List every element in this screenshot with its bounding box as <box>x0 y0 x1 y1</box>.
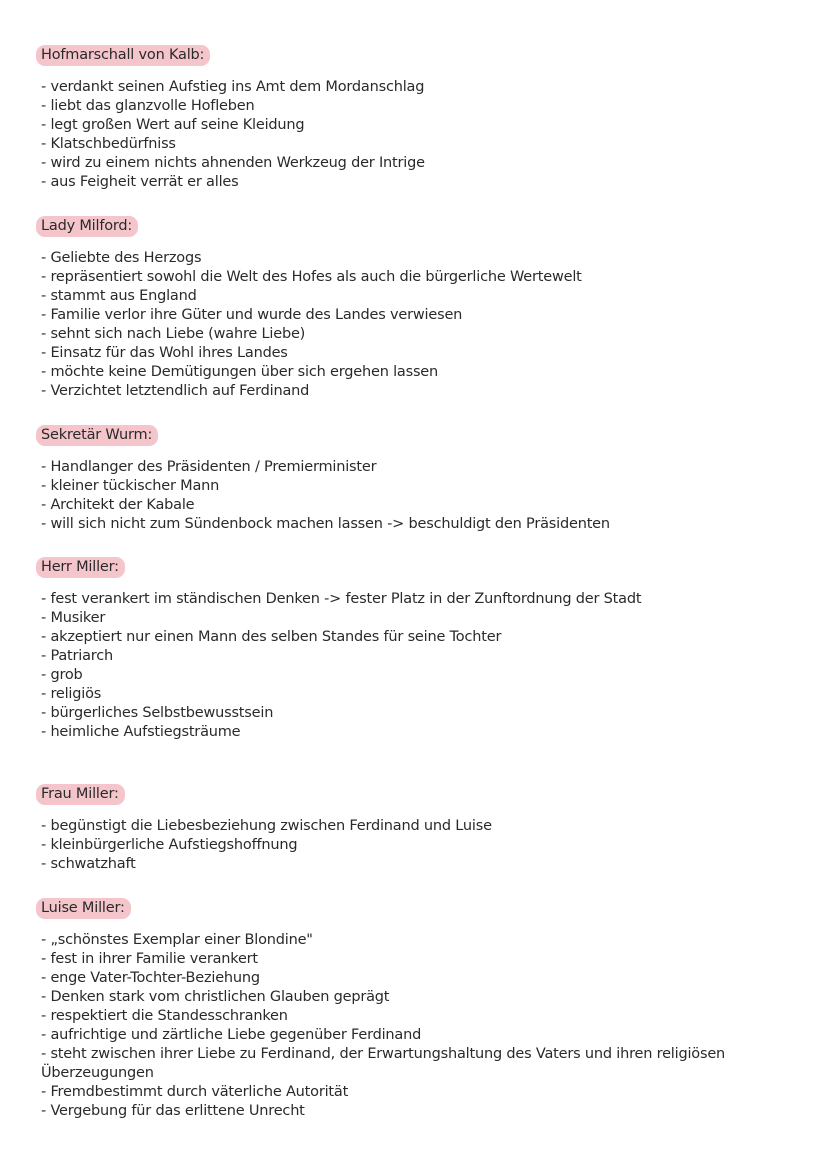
list-item: - verdankt seinen Aufstieg ins Amt dem Mordanschlag <box>41 79 425 95</box>
list-item: - bürgerliches Selbstbewusstsein <box>41 705 274 721</box>
list-item: - Denken stark vom christlichen Glauben geprägt <box>41 989 390 1005</box>
list-item: - Fremdbestimmt durch väterliche Autorität <box>41 1084 349 1100</box>
list-item: - Klatschbedürfniss <box>41 136 176 152</box>
list-item: - Vergebung für das erlittene Unrecht <box>41 1103 305 1119</box>
list-item: - kleiner tückischer Mann <box>41 478 220 494</box>
section-heading: Hofmarschall von Kalb: <box>36 45 210 66</box>
list-item: - Architekt der Kabale <box>41 497 195 513</box>
section-herr-miller <box>36 556 796 742</box>
list-item: - kleinbürgerliche Aufstiegshoffnung <box>41 837 298 853</box>
section-wurm <box>36 424 796 534</box>
trait-list <box>36 249 796 401</box>
section-milford <box>36 215 796 401</box>
trait-list <box>36 817 796 874</box>
list-item: - Einsatz für das Wohl ihres Landes <box>41 345 288 361</box>
section-heading: Luise Miller: <box>36 898 131 919</box>
trait-list <box>36 458 796 534</box>
list-item: - steht zwischen ihrer Liebe zu Ferdinand, der Erwartungshaltung des Vaters und ihren religiösen Überzeugungen <box>41 1046 726 1081</box>
section-heading: Frau Miller: <box>36 784 125 805</box>
list-item: - religiös <box>41 686 102 702</box>
list-item: - aufrichtige und zärtliche Liebe gegenüber Ferdinand <box>41 1027 422 1043</box>
list-item: - möchte keine Demütigungen über sich ergehen lassen <box>41 364 439 380</box>
list-item: - grob <box>41 667 83 683</box>
trait-list <box>36 78 796 192</box>
list-item: - schwatzhaft <box>41 856 136 872</box>
section-kalb <box>36 44 796 192</box>
trait-list <box>36 931 796 1121</box>
list-item: - begünstigt die Liebesbeziehung zwischen Ferdinand und Luise <box>41 818 492 834</box>
list-item: - Geliebte des Herzogs <box>41 250 202 266</box>
list-item: - akzeptiert nur einen Mann des selben Standes für seine Tochter <box>41 629 502 645</box>
list-item: - Handlanger des Präsidenten / Premierminister <box>41 459 377 475</box>
list-item: - Verzichtet letztendlich auf Ferdinand <box>41 383 310 399</box>
list-item: - aus Feigheit verrät er alles <box>41 174 239 190</box>
list-item: - respektiert die Standesschranken <box>41 1008 288 1024</box>
section-frau-miller <box>36 783 796 874</box>
list-item: - legt großen Wert auf seine Kleidung <box>41 117 305 133</box>
list-item: - repräsentiert sowohl die Welt des Hofes als auch die bürgerliche Wertewelt <box>41 269 582 285</box>
list-item: - will sich nicht zum Sündenbock machen lassen -> beschuldigt den Präsidenten <box>41 516 610 532</box>
section-heading: Sekretär Wurm: <box>36 425 158 446</box>
list-item: - liebt das glanzvolle Hofleben <box>41 98 255 114</box>
section-heading: Lady Milford: <box>36 216 138 237</box>
list-item: - fest in ihrer Familie verankert <box>41 951 258 967</box>
list-item: - enge Vater-Tochter-Beziehung <box>41 970 260 986</box>
list-item: - „schönstes Exemplar einer Blondine" <box>41 932 313 948</box>
list-item: - fest verankert im ständischen Denken -> fester Platz in der Zunftordnung der Stadt <box>41 591 642 607</box>
list-item: - Patriarch <box>41 648 113 664</box>
section-luise-miller <box>36 897 796 1121</box>
list-item: - sehnt sich nach Liebe (wahre Liebe) <box>41 326 306 342</box>
list-item: - wird zu einem nichts ahnenden Werkzeug der Intrige <box>41 155 425 171</box>
list-item: - Familie verlor ihre Güter und wurde des Landes verwiesen <box>41 307 463 323</box>
section-heading: Herr Miller: <box>36 557 125 578</box>
list-item: - stammt aus England <box>41 288 197 304</box>
list-item: - heimliche Aufstiegsträume <box>41 724 241 740</box>
list-item: - Musiker <box>41 610 106 626</box>
trait-list <box>36 590 796 742</box>
